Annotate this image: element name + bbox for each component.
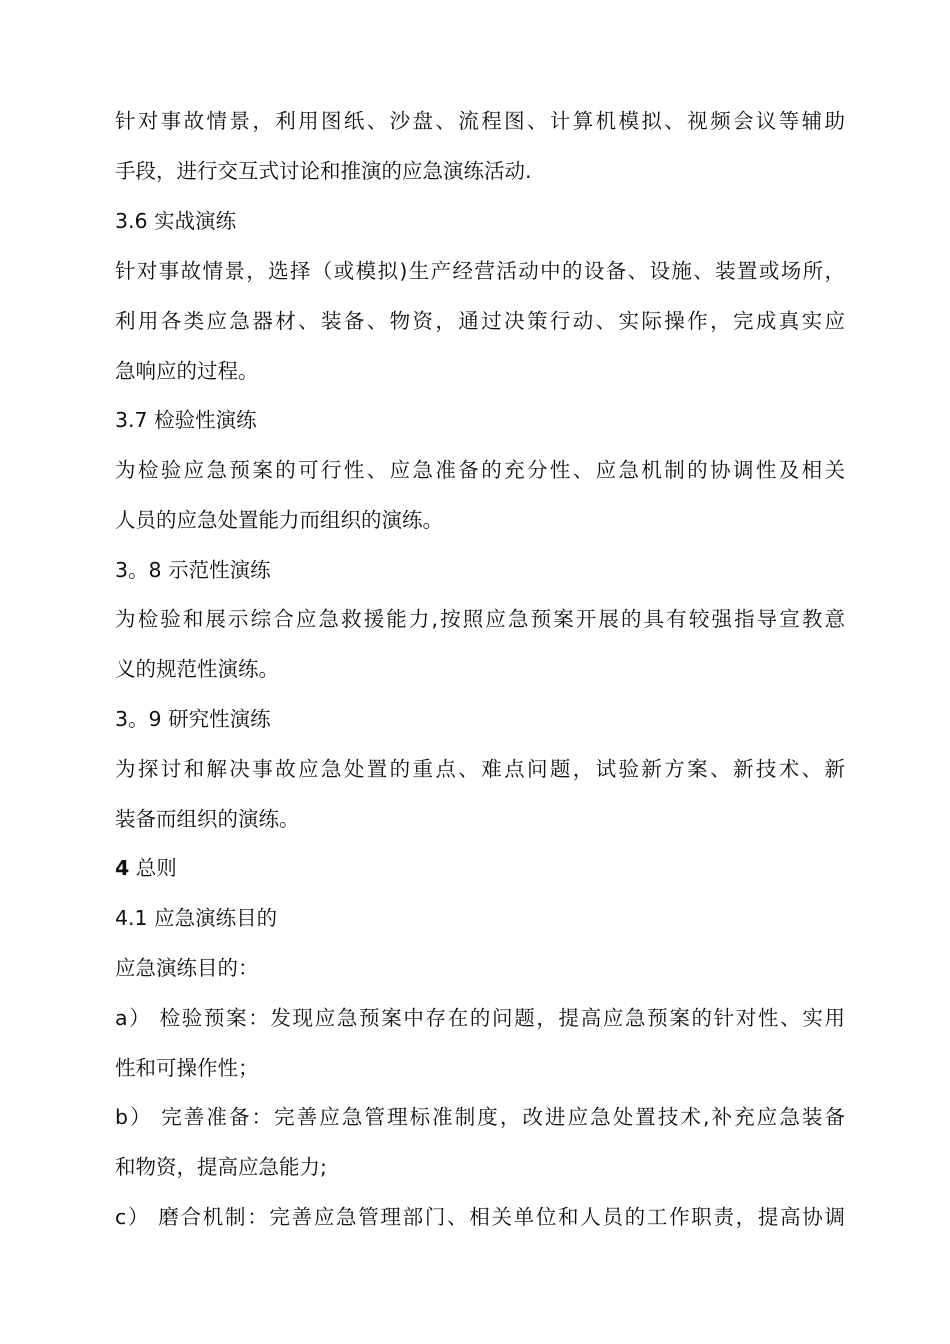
paragraph-line: 义的规范性演练。 (115, 657, 279, 681)
paragraph-line: 人员的应急处置能力而组织的演练。 (115, 508, 443, 532)
paragraph-line: 为检验和展示综合应急救援能力,按照应急预案开展的具有较强指导宣教意 (115, 607, 845, 631)
paragraph-line: 为检验应急预案的可行性、应急准备的充分性、应急机制的协调性及相关 (115, 458, 845, 482)
paragraph-line: 手段，进行交互式讨论和推演的应急演练活动. (115, 159, 532, 183)
paragraph-line: 急响应的过程。 (115, 359, 259, 383)
section-heading-4-1: 4.1 应急演练目的 (115, 906, 278, 930)
paragraph-line: 针对事故情景，利用图纸、沙盘、流程图、计算机模拟、视频会议等辅助 (115, 109, 845, 133)
section-heading-3-9: 3。9 研究性演练 (115, 707, 271, 731)
paragraph-line: 为探讨和解决事故应急处置的重点、难点问题，试验新方案、新技术、新 (115, 757, 845, 781)
section-number: 4 (115, 856, 130, 880)
list-item-a: a） 检验预案：发现应急预案中存在的问题，提高应急预案的针对性、实用 (115, 1006, 845, 1030)
section-heading-3-7: 3.7 检验性演练 (115, 408, 257, 432)
list-item-c: c） 磨合机制：完善应急管理部门、相关单位和人员的工作职责，提高协调 (115, 1205, 845, 1229)
paragraph-line: 针对事故情景，选择（或模拟)生产经营活动中的设备、设施、装置或场所， (115, 259, 845, 283)
paragraph-line: 利用各类应急器材、装备、物资，通过决策行动、实际操作，完成真实应 (115, 309, 845, 333)
section-heading-3-6: 3.6 实战演练 (115, 209, 237, 233)
list-item-a-continued: 性和可操作性； (115, 1056, 259, 1080)
section-heading-4 (115, 853, 845, 883)
paragraph-line: 应急演练目的： (115, 956, 259, 980)
list-item-b: b） 完善准备：完善应急管理标准制度，改进应急处置技术,补充应急装备 (115, 1105, 845, 1129)
list-item-b-continued: 和物资，提高应急能力; (115, 1155, 327, 1179)
section-heading-3-8: 3。8 示范性演练 (115, 558, 271, 582)
paragraph-line: 装备而组织的演练。 (115, 807, 300, 831)
section-title: 总则 (135, 856, 177, 880)
